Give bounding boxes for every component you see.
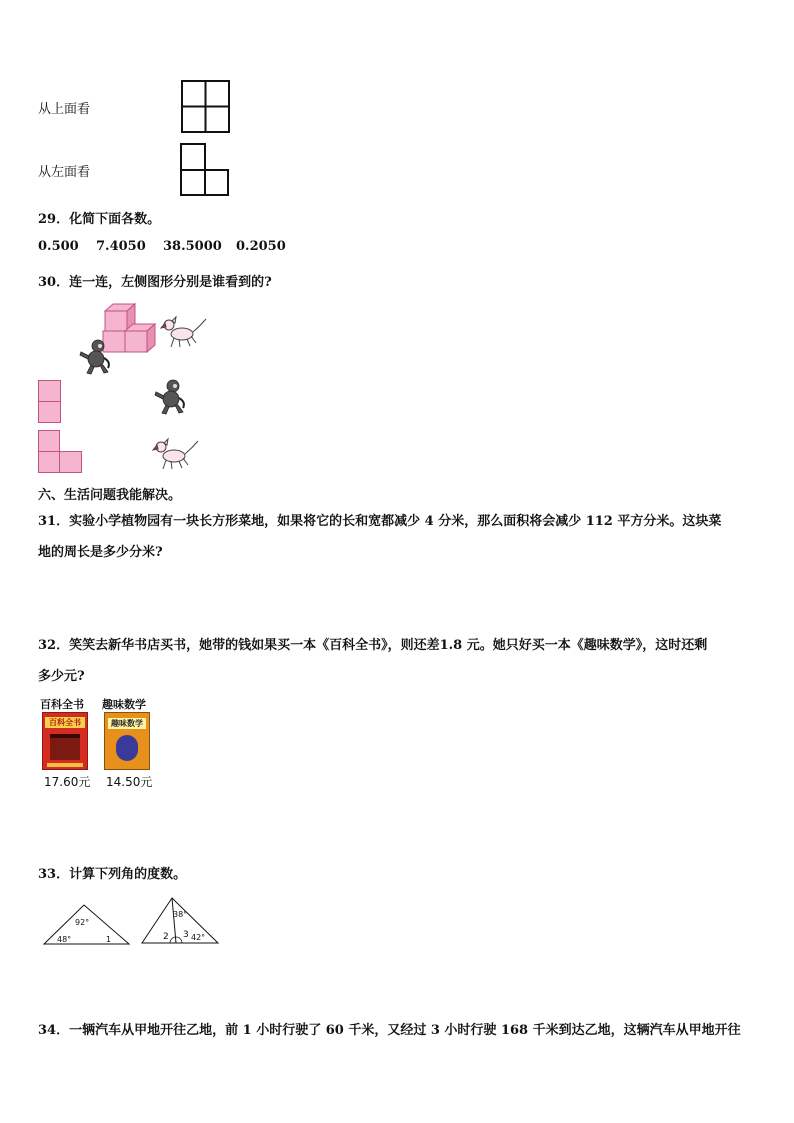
section-6-title: 六、生活问题我能解决。 [38,488,182,503]
book2-cover [104,712,150,770]
q29-title: 29．化简下面各数。 [38,212,161,227]
q31-line-1: 31．实验小学植物园有一块长方形菜地，如果将它的长和宽都减少 4 分米，那么面积将会减少 112 平方分米。这块菜 [38,514,722,529]
triangle-1-left-angle: 48° [57,935,72,944]
book1-price: 17.60元 [44,775,91,789]
q29-number-1: 0.500 [38,239,79,254]
top-view-figure [181,80,231,134]
q29-number-2: 7.4050 [96,239,146,254]
cartoon-illustration [116,735,138,761]
book2-cover-text: 趣味数学 [108,718,146,729]
top-view-label: 从上面看 [38,102,91,117]
view-figure-a [38,380,62,424]
monkey-icon [77,338,113,376]
triangle-2 [140,896,222,946]
triangle-2-top-angle: 38° [173,910,188,919]
view-figure-b [38,430,84,474]
triangle-2-angle-2: 2 [163,932,169,942]
triangle-1-top-angle: 92° [75,918,90,927]
book1-cover-text: 百科全书 [45,717,85,728]
q34-line-1: 34．一辆汽车从甲地开往乙地，前 1 小时行驶了 60 千米，又经过 3 小时行驶 168 千米到达乙地，这辆汽车从甲地开往 [38,1023,741,1038]
triangle-2-right-angle: 42° [191,933,206,942]
dog-icon [160,314,208,350]
q32-line-1: 32．笑笑去新华书店买书，她带的钱如果买一本《百科全书》，则还差1.8 元。她只好买一本《趣味数学》，这时还剩 [38,638,708,653]
book1-cover [42,712,88,770]
left-view-figure [180,143,230,197]
monkey-icon [152,378,188,416]
book2-title: 趣味数学 [102,698,146,711]
left-view-label: 从左面看 [38,165,91,180]
q30-title: 30．连一连，左侧图形分别是谁看到的? [38,275,272,290]
triangle-1-right-angle: 1 [106,935,112,944]
q32-line-2: 多少元? [38,669,85,684]
dog-icon [152,436,200,472]
book2-price: 14.50元 [106,775,153,789]
q29-number-4: 0.2050 [236,239,286,254]
q33-title: 33．计算下列角的度数。 [38,867,187,882]
q29-number-3: 38.5000 [163,239,222,254]
book1-title: 百科全书 [40,698,84,711]
q31-line-2: 地的周长是多少分米? [38,545,163,560]
temple-illustration [50,734,80,760]
triangle-2-angle-3: 3 [183,930,189,940]
